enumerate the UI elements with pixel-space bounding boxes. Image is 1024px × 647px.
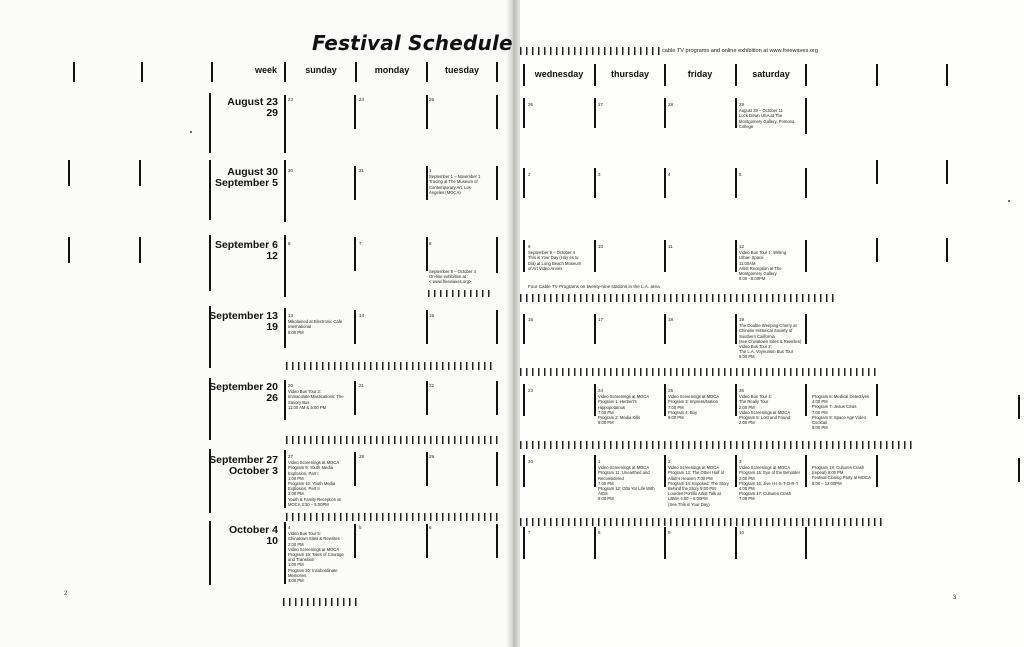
margin-bar: [68, 237, 70, 263]
online-exhibition-note: [429, 269, 495, 285]
day-number: 3: [739, 459, 742, 464]
day-number: 30: [288, 168, 294, 173]
day-divider: [664, 384, 666, 416]
day-number: 24: [598, 388, 604, 393]
day-divider: [805, 384, 807, 416]
week-range-end: 10: [266, 535, 278, 547]
day-number: 11: [668, 244, 673, 249]
day-number: 28: [668, 102, 674, 107]
cell-aug23: [288, 97, 293, 103]
margin-dot: [1008, 200, 1010, 202]
week-range-end: September 5: [214, 177, 278, 189]
cell-oct3: [739, 459, 807, 502]
event-text: Video Screenings at MOCA Program 1: Herbert's Hippopotamus 7:00 PM Program 2: Media Kills 9:00 PM: [598, 394, 650, 426]
margin-bar: [876, 160, 878, 184]
event-text: September 1 – November 1 Tracing at The Museum of Contemporary Art, Los Angeles (MOCA): [429, 174, 481, 195]
day-divider: [594, 240, 596, 272]
cell-sep7: [359, 241, 362, 247]
tick-strip: [520, 368, 878, 376]
day-divider: [354, 95, 356, 129]
day-number: 27: [288, 454, 294, 459]
day-number: 8: [598, 530, 601, 535]
cell-oct4: [288, 525, 354, 583]
cell-sep21: [359, 383, 364, 389]
week-range-1: [200, 167, 278, 189]
week-range-6: [200, 525, 278, 547]
day-number: 29: [429, 454, 435, 459]
cable-programs-note: Four Cable TV Programs on twenty-nine stations in the L.A. area: [528, 284, 660, 289]
cell-sep11: [668, 244, 673, 250]
margin-bar: [1018, 395, 1020, 419]
day-number: 1: [598, 459, 601, 464]
day-divider: [735, 384, 737, 416]
week-range-start: September 13: [209, 310, 278, 322]
event-text: Video Bus Tour 3: Immaculate Mastications: The Savory Bus 11:00 AM & 5:00 PM: [288, 389, 344, 410]
day-divider: [735, 527, 737, 559]
day-number: 15: [429, 313, 435, 318]
day-divider: [594, 527, 596, 559]
day-divider: [354, 166, 356, 200]
day-divider: [284, 160, 286, 222]
event-text: Video Screenings at MOCA Program 15: Eye of the Beholder 2:00 PM Program 16: Jive H-I-S-T-O-R-Y 4:00 PM Program 17: Cultures Crash 7:00 PM: [739, 465, 800, 502]
day-divider: [496, 381, 498, 415]
week-range-0: [200, 97, 278, 119]
cell-oct5: [359, 525, 362, 531]
cell-aug26: [528, 102, 533, 108]
day-divider: [735, 240, 737, 272]
header-divider: [876, 64, 878, 86]
tick-strip: [286, 436, 498, 444]
day-number: 4: [288, 525, 291, 530]
week-range-end: October 3: [228, 465, 278, 477]
cell-oct9: [668, 530, 671, 536]
page-number-left: 2: [64, 591, 68, 597]
cell-sep16: [528, 317, 533, 323]
day-divider: [805, 168, 807, 198]
margin-bar: [1018, 458, 1020, 482]
day-divider: [523, 240, 525, 272]
day-number: 12: [739, 244, 745, 249]
cell-sep5: [739, 172, 742, 178]
day-number: 18: [668, 317, 674, 322]
day-number: 22: [429, 383, 435, 388]
day-number: 31: [359, 168, 365, 173]
day-divider: [496, 237, 498, 273]
cell-sep28: [359, 454, 364, 460]
event-text: Video Screenings at MOCA Program 3: Impress/Nation 7:00 PM Program 4: Boy 9:00 PM: [668, 394, 720, 421]
header-divider: [211, 62, 213, 82]
day-divider: [664, 314, 666, 344]
day-divider: [354, 524, 356, 558]
day-divider: [496, 166, 498, 200]
week-range-end: 19: [266, 321, 278, 333]
cell-sep26: [739, 388, 805, 425]
cell-oct2: [668, 459, 736, 507]
day-divider: [354, 310, 356, 344]
header-thursday: thursday: [610, 69, 649, 79]
cell-sep23: [528, 388, 533, 394]
tick-strip: [520, 441, 912, 449]
header-monday: monday: [374, 65, 410, 75]
day-divider: [735, 168, 737, 198]
header-divider: [141, 62, 143, 82]
day-number: 4: [668, 172, 671, 177]
day-number: 23: [528, 388, 534, 393]
header-friday: friday: [687, 69, 713, 79]
cell-sep27: [288, 454, 354, 507]
day-divider: [426, 310, 428, 344]
day-divider: [805, 240, 807, 272]
week-range-start: September 27: [209, 454, 278, 466]
day-number: 25: [668, 388, 674, 393]
day-number: 9: [668, 530, 671, 535]
day-number: 28: [359, 454, 365, 459]
cell-sep19: [739, 317, 807, 360]
cell-oct1: [598, 459, 664, 502]
cell-sep20: [288, 383, 354, 410]
event-text: Video Bus Tour 4: The Really Tour 2:00 PM Video Screenings at MOCA Program 5: Lost and Found 2:00 PM: [739, 394, 791, 426]
day-divider: [594, 314, 596, 344]
event-text: Video Bus Tour 1: Writing Urban Space 11:00AM Artist Reception at The Montgomery Gallery 6:00 - 8:00PM: [739, 250, 787, 282]
week-range-start: August 30: [227, 166, 278, 178]
day-number: 30: [528, 459, 534, 464]
day-divider: [354, 452, 356, 486]
cell-aug30: [288, 168, 293, 174]
header-divider: [73, 62, 75, 82]
day-divider: [523, 168, 525, 198]
week-range-end: 12: [266, 250, 278, 262]
week-range-4: [200, 382, 278, 404]
cell-sep30: [528, 459, 533, 465]
cell-sep15: [429, 313, 434, 319]
day-divider: [664, 240, 666, 272]
day-divider: [594, 455, 596, 487]
day-divider: [284, 450, 286, 508]
day-number: 5: [359, 525, 362, 530]
cell-sep8: [429, 241, 432, 247]
header-divider: [496, 62, 498, 82]
day-divider: [426, 95, 428, 129]
header-saturday: saturday: [752, 69, 790, 79]
day-number: 26: [528, 102, 534, 107]
day-number: 6: [288, 241, 291, 246]
event-text: September 9 – October 4 This is Your Day (Hoy es tu Dia) at Long Beach Museum of Art Video Annex: [528, 250, 582, 271]
header-divider: [426, 62, 428, 82]
week-range-start: September 6: [214, 239, 278, 251]
cell-aug25: [429, 97, 434, 103]
header-tick-strip: [520, 47, 660, 55]
day-divider: [354, 381, 356, 415]
day-number: 2: [668, 459, 671, 464]
header-tuesday: tuesday: [444, 65, 479, 75]
day-divider: [594, 98, 596, 128]
cell-sep12: [739, 244, 805, 281]
day-divider: [284, 308, 286, 348]
day-divider: [523, 527, 525, 559]
day-divider: [284, 380, 286, 420]
day-divider: [426, 524, 428, 558]
cell-sep22: [429, 383, 434, 389]
event-text: Program 18: Cultures Crash (repeat) 9:00 PM Festival Closing Party at MOCA 8:00 – 12:00PM: [812, 465, 871, 486]
page-title: Festival Schedule: [312, 31, 513, 55]
cell-oct7: [528, 530, 531, 536]
tick-strip: [286, 362, 496, 370]
day-divider: [523, 384, 525, 416]
header-divider: [664, 64, 666, 86]
margin-bar: [946, 238, 948, 262]
cell-oct10: [739, 530, 744, 536]
margin-bar: [139, 160, 141, 186]
day-divider: [496, 310, 498, 344]
margin-bar: [68, 160, 70, 186]
week-range-start: August 23: [227, 96, 278, 108]
day-divider: [523, 314, 525, 344]
day-number: 5: [739, 172, 742, 177]
day-divider: [426, 166, 428, 200]
header-divider: [284, 62, 286, 82]
week-range-end: 29: [266, 107, 278, 119]
day-number: 10: [598, 244, 604, 249]
tick-strip: [520, 294, 838, 302]
cell-sep25: [668, 388, 734, 420]
week-range-2: [200, 240, 278, 262]
cell-oct3-continued: [812, 465, 878, 486]
day-number: 16: [528, 317, 534, 322]
week-range-3: [200, 311, 278, 333]
event-text: Program 6: Medical Detectives 4:00 PM Program 7: Jesus Crisis 7:00 PM Program 8: Space Age Video Cocktail 9:00 PM: [812, 394, 870, 431]
cell-sep4: [668, 172, 671, 178]
cell-aug31: [359, 168, 364, 174]
day-number: 1: [429, 168, 432, 173]
event-text: Video Screenings at MOCA Program 13: The Other Half of Allah's Heaven 7:00 PM Program 14: Exposed: The Story Behind the Story 9:00 PM Lourdes Portillo Artist Talk at LBMA 4:00 – 6:00PM (See This is Your Day): [668, 465, 729, 507]
day-number: 8: [429, 241, 432, 246]
tick-strip: [283, 598, 359, 606]
day-divider: [664, 98, 666, 128]
week-range-5: [200, 455, 278, 477]
day-divider: [284, 95, 286, 153]
header-divider: [805, 64, 807, 86]
cell-sep9: [528, 244, 594, 271]
day-divider: [284, 235, 286, 297]
day-divider: [664, 455, 666, 487]
cell-sep6: [288, 241, 291, 247]
day-number: 2: [528, 172, 531, 177]
day-number: 6: [429, 525, 432, 530]
header-divider: [735, 64, 737, 86]
day-number: 10: [739, 530, 745, 535]
day-number: 9: [528, 244, 531, 249]
day-divider: [426, 381, 428, 415]
day-divider: [735, 98, 737, 128]
day-divider: [284, 522, 286, 584]
week-range-start: September 20: [209, 381, 278, 393]
event-text: September 8 – October 4 On-line exhibition at : < www.freewaves.org>: [429, 269, 477, 285]
page-number-right: 3: [953, 595, 957, 601]
cell-aug24: [359, 97, 364, 103]
day-divider: [426, 452, 428, 486]
day-number: 27: [598, 102, 604, 107]
day-number: 26: [739, 388, 745, 393]
cell-sep14: [359, 313, 364, 319]
margin-bar: [946, 160, 948, 184]
cell-oct8: [598, 530, 601, 536]
day-divider: [876, 384, 878, 416]
day-number: 29: [739, 102, 745, 107]
day-divider: [594, 168, 596, 198]
event-text: Video Screenings at MOCA Program 9: Youth Media Explosion, Part I 1:00 PM Program 10: Youth Media Explosion, Part II 3:00 PM Youth & Family Reception at MOCA 3:30 – 5:00PM: [288, 460, 341, 507]
event-text: The Double Weeping Cherry at Chinese Historical Society of Southern California (see Chinatown Sites & Rewrites) Video Bus Tour 2: The L.A. Voyeurism Bus Tour 5:00 PM: [739, 323, 802, 360]
day-number: 25: [429, 97, 435, 102]
day-divider: [805, 98, 807, 134]
week-column-header: week: [254, 65, 277, 75]
day-divider: [594, 384, 596, 416]
event-text: Video Screenings at MOCA Program 11: Unearthed and Reconsidered 7:00 PM Program 12: Otto Yo! Life With AIDS 9:00 PM: [598, 465, 655, 502]
header-divider: [946, 64, 948, 86]
day-divider: [735, 314, 737, 344]
day-divider: [523, 98, 525, 128]
cell-aug27: [598, 102, 603, 108]
day-divider: [426, 237, 428, 271]
day-number: 20: [288, 383, 294, 388]
day-divider: [496, 524, 498, 558]
event-text: Video Bus Tour 5: Chinatown Sites & Rewrites 2:00 PM Video Screenings at MOCA Program 19: Tales of Courage and Transition 1:00 PM Program 20: Insubordinate Memories 3:00 PM: [288, 531, 344, 584]
header-sunday: sunday: [305, 65, 337, 75]
cell-sep29: [429, 454, 434, 460]
cell-sep10: [598, 244, 603, 250]
day-divider: [664, 527, 666, 559]
tick-strip: [286, 513, 498, 521]
cell-sep1: [429, 168, 495, 195]
margin-dot: [190, 131, 192, 133]
day-number: 7: [528, 530, 531, 535]
day-divider: [354, 237, 356, 271]
day-divider: [805, 527, 807, 559]
tick-strip: [520, 518, 882, 526]
header-divider: [594, 64, 596, 86]
day-number: 3: [598, 172, 601, 177]
cell-sep18: [668, 317, 673, 323]
cell-sep17: [598, 317, 603, 323]
cell-aug29: [739, 102, 805, 129]
cell-oct6: [429, 525, 432, 531]
day-number: 24: [359, 97, 365, 102]
margin-bar: [139, 237, 141, 263]
day-number: 19: [739, 317, 745, 322]
day-divider: [496, 95, 498, 129]
cable-tv-note: cable TV programs and online exhibition at www.freewaves.org: [662, 48, 818, 54]
cell-sep13: [288, 313, 354, 335]
week-range-end: 26: [266, 392, 278, 404]
header-divider: [523, 64, 525, 86]
day-divider: [664, 168, 666, 198]
header-wednesday: wednesday: [534, 69, 584, 79]
day-number: 7: [359, 241, 362, 246]
day-number: 21: [359, 383, 365, 388]
tick-strip: [428, 290, 494, 297]
day-number: 23: [288, 97, 294, 102]
cell-sep3: [598, 172, 601, 178]
week-range-start: October 4: [228, 524, 278, 536]
event-text: August 29 – October 11 Lock Down USA at The Montgomery Gallery, Pomona College: [739, 108, 795, 129]
day-number: 14: [359, 313, 365, 318]
header-divider: [355, 62, 357, 82]
day-divider: [496, 452, 498, 486]
cell-aug28: [668, 102, 673, 108]
margin-bar: [876, 238, 878, 262]
cell-sep26-continued: [812, 394, 876, 430]
day-number: 17: [598, 317, 604, 322]
day-divider: [523, 455, 525, 487]
day-number: 13: [288, 313, 294, 318]
book-gutter: [506, 0, 520, 647]
cell-sep2: [528, 172, 531, 178]
cell-sep24: [598, 388, 664, 425]
event-text: Mikolained at Electronic Cafe International 5:00 PM: [288, 319, 343, 335]
